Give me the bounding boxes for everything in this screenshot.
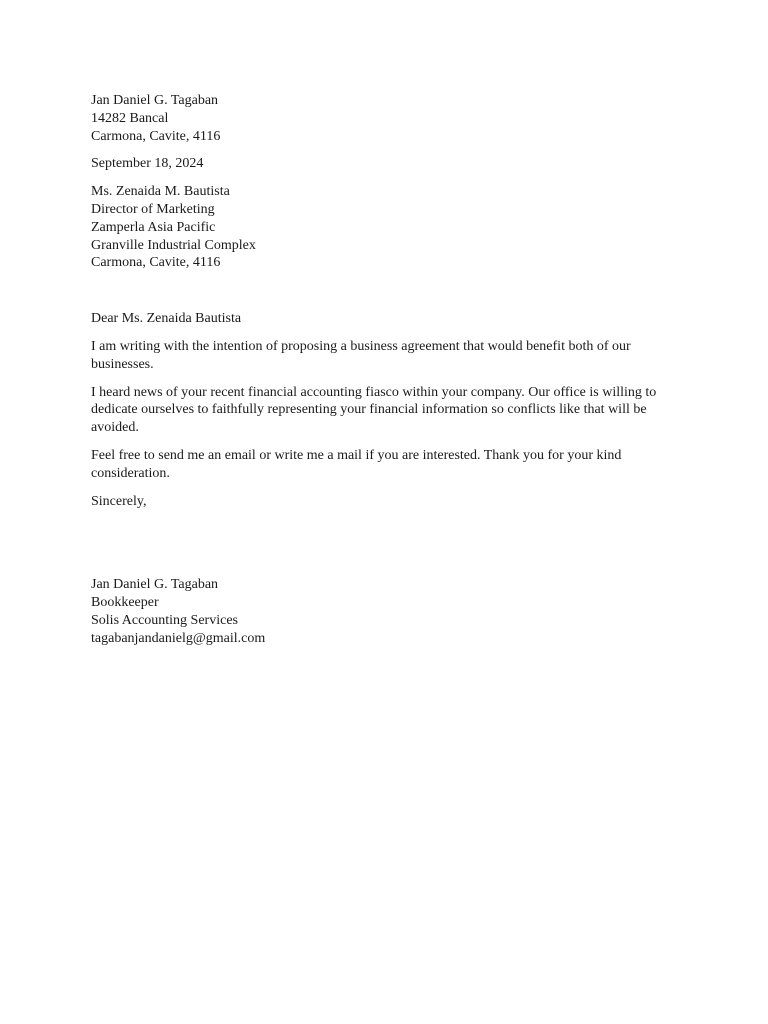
body-paragraph-2 [91, 384, 681, 437]
recipient-address-block [91, 183, 681, 272]
sender-address-block [91, 92, 681, 145]
signature-position: Bookkeeper [91, 595, 159, 611]
closing-block [91, 493, 681, 511]
closing: Sincerely, [91, 493, 147, 509]
recipient-title: Director of Marketing [91, 201, 215, 217]
recipient-city: Carmona, Cavite, 4116 [91, 255, 221, 271]
signature-name: Jan Daniel G. Tagaban [91, 577, 219, 593]
recipient-name: Ms. Zenaida M. Bautista [91, 184, 230, 200]
paragraph-text: Feel free to send me an email or write me a mail if you are interested. Thank you for your kind consideration. [91, 447, 622, 481]
signature-block [91, 576, 681, 647]
sender-street: 14282 Bancal [91, 110, 169, 126]
letter-date-block [91, 155, 681, 173]
recipient-company: Zamperla Asia Pacific [91, 219, 216, 235]
letter-page [91, 92, 681, 648]
sender-city: Carmona, Cavite, 4116 [91, 128, 221, 144]
letter-date: September 18, 2024 [91, 156, 204, 172]
salutation-block [91, 310, 681, 328]
sender-name: Jan Daniel G. Tagaban [91, 93, 219, 108]
body-paragraph-3 [91, 447, 681, 483]
paragraph-text: I heard news of your recent financial accounting fiasco within your company. Our office is willing to dedicate ourselves to faithfully representing your financial information so conflicts like that will be avoided. [91, 384, 657, 436]
body-paragraph-1 [91, 338, 681, 374]
paragraph-text: I am writing with the intention of proposing a business agreement that would benefit both of our businesses. [91, 338, 631, 372]
recipient-location: Granville Industrial Complex [91, 237, 256, 253]
signature-email: tagabanjandanielg@gmail.com [91, 630, 266, 646]
salutation: Dear Ms. Zenaida Bautista [91, 311, 242, 327]
signature-company: Solis Accounting Services [91, 612, 238, 628]
